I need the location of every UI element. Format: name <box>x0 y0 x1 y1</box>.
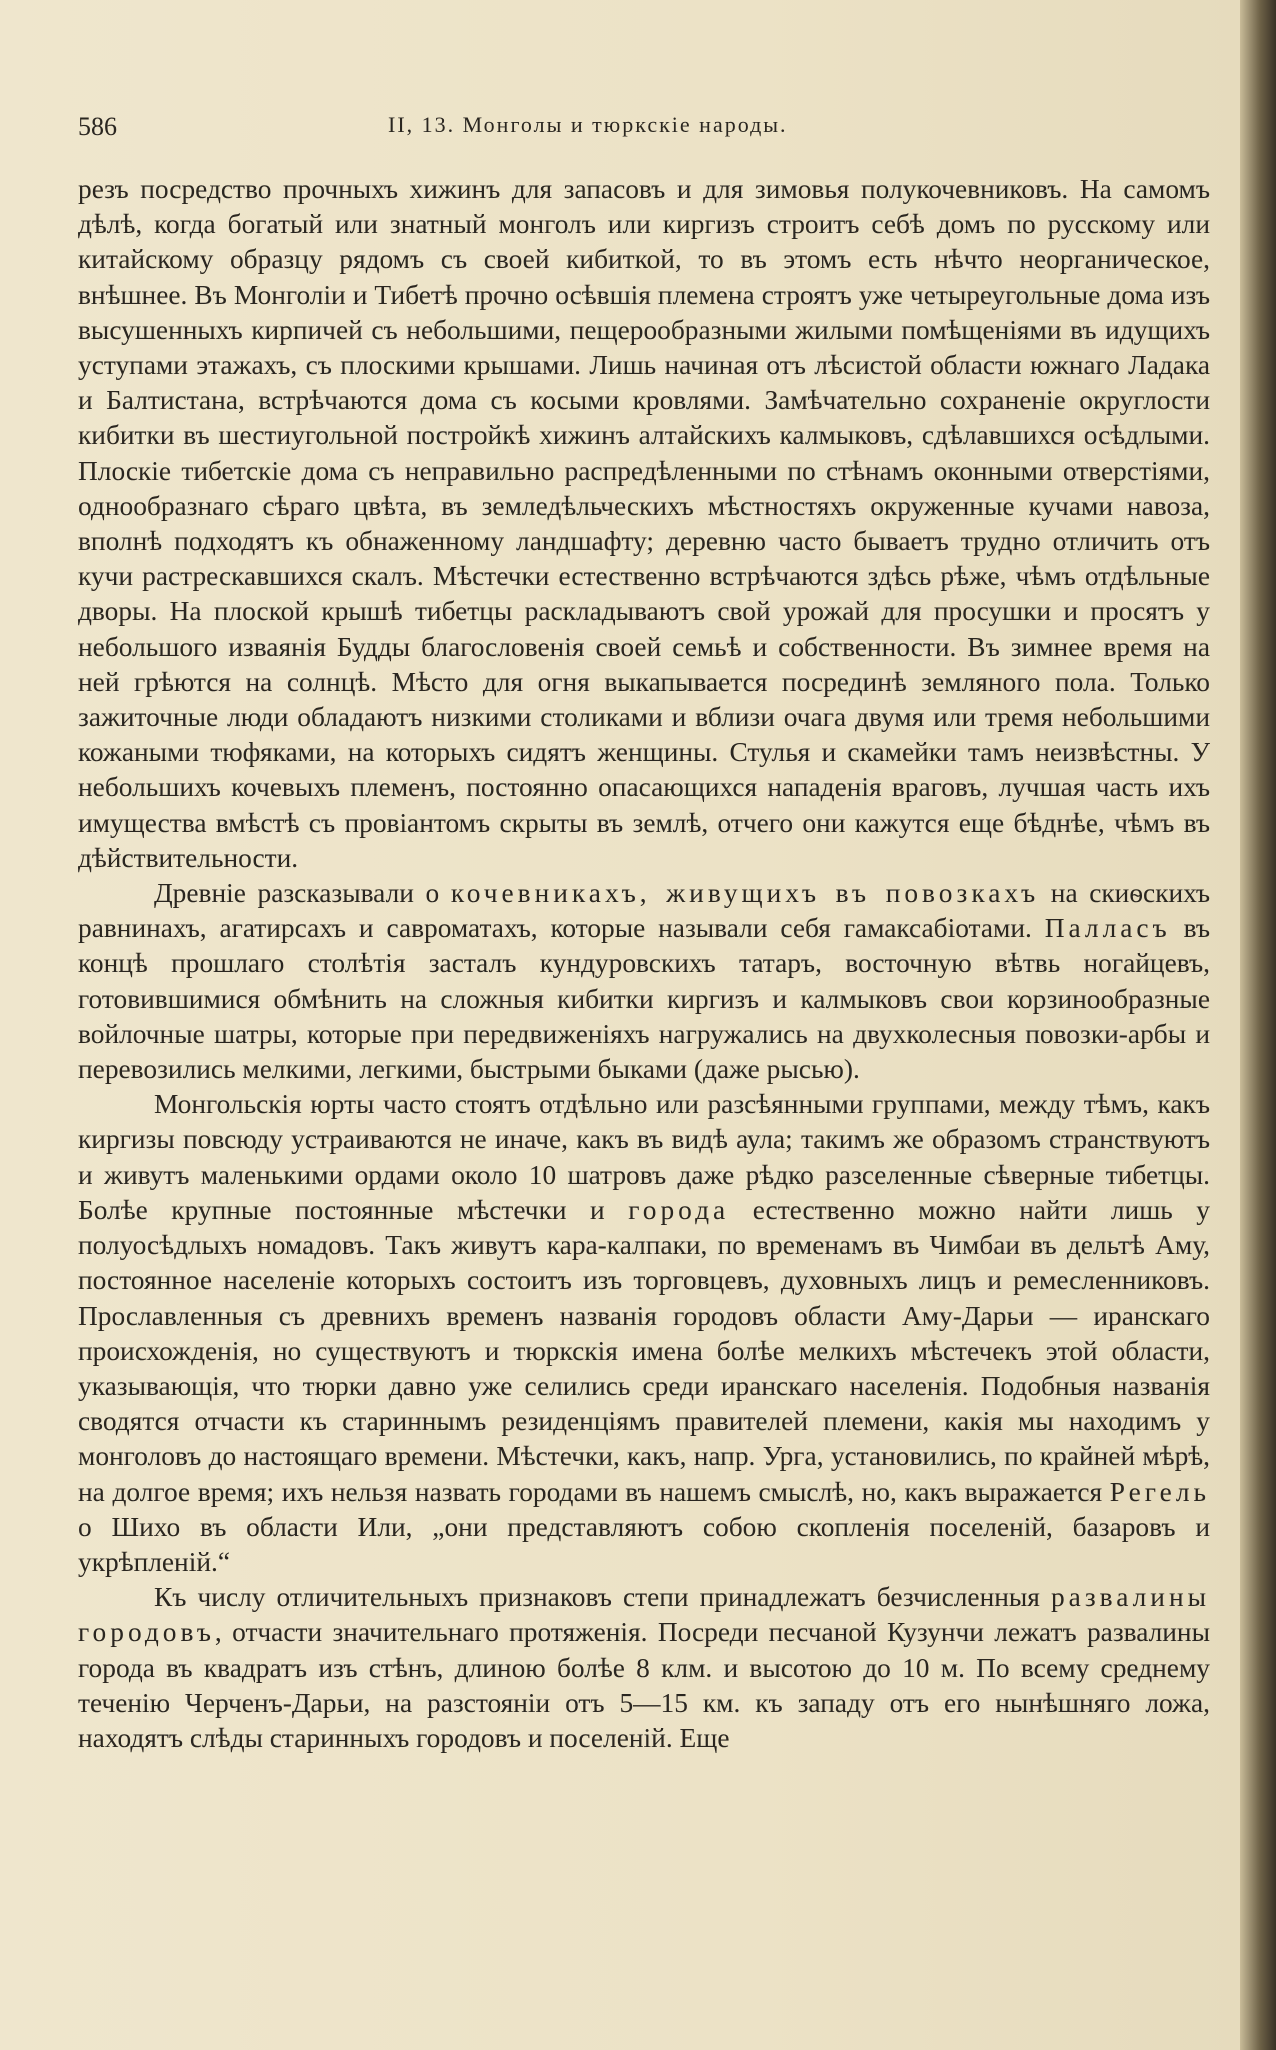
paragraph-4 <box>78 1580 1210 1756</box>
text-segment: естественно можно найти лишь у полуосѣдлыхъ номадовъ. Такъ живутъ кара-калпаки, по временамъ въ Чимбаи въ дельтѣ Аму, постоянное населеніе которыхъ состоитъ изъ торговцевъ, духовныхъ лицъ и ремесленниковъ. Прославленныя съ древнихъ временъ названія городовъ области Аму-Дарьи — иранскаго происхожденія, но существуютъ и тюркскія имена болѣе мелкихъ мѣстечекъ этой области, указывающія, что тюрки давно уже селились среди иранскаго населенія. Подобныя названія сводятся отчасти къ стариннымъ резиденціямъ правителей племени, какія мы находимъ у монголовъ до настоящаго времени. Мѣстечки, какъ, напр. Урга, установились, по крайней мѣрѣ, на долгое время; ихъ нельзя назвать городами въ нашемъ смыслѣ, но, какъ выражается <box>78 1194 1210 1507</box>
body-text <box>78 172 1210 1756</box>
book-spine-shadow <box>1240 0 1276 2050</box>
page-number: 586 <box>78 112 117 141</box>
spaced-term: развалины городовъ <box>78 1582 1210 1648</box>
text-segment: Древніе разсказывали о <box>154 878 451 909</box>
page-header <box>78 112 1198 146</box>
paragraph-2 <box>78 876 1210 1087</box>
spaced-term: города <box>628 1194 730 1225</box>
spaced-term: кочевникахъ, живущихъ въ повозкахъ <box>450 878 1040 909</box>
text-segment: на скиѳскихъ равнинахъ, агатирсахъ и савроматахъ, которые называли себя гамаксабіотами. <box>78 878 1210 944</box>
text-segment: Монгольскія юрты часто стоятъ отдѣльно или разсѣянными группами, между тѣмъ, какъ киргизы повсюду устраиваются не иначе, какъ въ видѣ аула; такимъ же образомъ странствуютъ и живутъ маленькими ордами около 10 шатровъ даже рѣдко разселенные сѣверные тибетцы. Болѣе крупные постоянные мѣстечки и <box>78 1089 1210 1225</box>
text-segment: Къ числу отличительныхъ признаковъ степи принадлежатъ безчисленныя <box>154 1582 1051 1613</box>
text-segment: резъ посредство прочныхъ хижинъ для запасовъ и для зимовья полукочевниковъ. На самомъ дѣлѣ, когда богатый или знатный монголъ или киргизъ строитъ себѣ домъ по русскому или китайскому образцу рядомъ съ своей кибиткой, то въ этомъ есть нѣчто неорганическое, внѣшнее. Въ Монголіи и Тибетѣ прочно осѣвшія племена строятъ уже четыреугольные дома изъ высушенныхъ кирпичей съ небольшими, пещерообразными жилыми помѣщеніями въ идущихъ уступами этажахъ, съ плоскими крышами. Лишь начиная отъ лѣсистой области южнаго Ладака и Балтистана, встрѣчаются дома съ косыми кровлями. Замѣчательно сохраненіе округлости кибитки въ шестиугольной постройкѣ хижинъ алтайскихъ калмыковъ, сдѣлавшихся осѣдлыми. Плоскіе тибетскіе дома съ неправильно распредѣленными по стѣнамъ оконными отверстіями, однообразнаго сѣраго цвѣта, въ земледѣльческихъ мѣстностяхъ окруженные кучами навоза, вполнѣ подходятъ къ обнаженному ландшафту; деревню часто бываетъ трудно отличить отъ кучи растрескавшихся скалъ. Мѣстечки естественно встрѣчаются здѣсь рѣже, чѣмъ отдѣльные дворы. На плоской крышѣ тибетцы раскладываютъ свой урожай для просушки и просятъ у небольшого изваянія Будды благословенія своей семьѣ и собственности. Въ зимнее время на ней грѣются на солнцѣ. Мѣсто для огня выкапывается посрединѣ земляного пола. Только зажиточные люди обладаютъ низкими столиками и вблизи очага двумя или тремя небольшими кожаными тюфяками, на которыхъ сидятъ женщины. Стулья и скамейки тамъ неизвѣстны. У небольшихъ кочевыхъ племенъ, постоянно опасающихся нападенія враговъ, лучшая часть ихъ имущества вмѣстѣ съ провіантомъ скрыты въ землѣ, отчего они кажутся еще бѣднѣе, чѣмъ въ дѣйствительности. <box>78 174 1210 873</box>
paragraph-3 <box>78 1087 1210 1580</box>
running-title: II, 13. Монголы и тюркскіе народы. <box>388 112 788 137</box>
text-segment: о Шихо въ области Или, „они представляютъ собою скопленія поселеній, базаровъ и укрѣпленій.“ <box>78 1511 1210 1577</box>
paragraph-1 <box>78 172 1210 876</box>
text-segment: , отчасти значительнаго протяженія. Посреди песчаной Кузунчи лежатъ развалины города въ квадратъ изъ стѣнъ, длиною болѣе 8 клм. и высотою до 10 м. По всему среднему теченію Черченъ-Дарьи, на разстояніи отъ 5—15 км. къ западу отъ его нынѣшняго ложа, находятъ слѣды старинныхъ городовъ и поселеній. Еще <box>78 1617 1210 1753</box>
text-segment: въ концѣ прошлаго столѣтія засталъ кундуровскихъ татаръ, восточную вѣтвь ногайцевъ, готовившимися обмѣнить на сложныя кибитки киргизъ и калмыковъ свои корзинообразные войлочные шатры, которые при передвиженіяхъ нагружались на двухколесныя повозки-арбы и перевозились мелкими, легкими, быстрыми быками (даже рысью). <box>78 913 1210 1085</box>
spaced-name: Палласъ <box>1044 913 1171 944</box>
spaced-name: Регель <box>1109 1476 1210 1507</box>
